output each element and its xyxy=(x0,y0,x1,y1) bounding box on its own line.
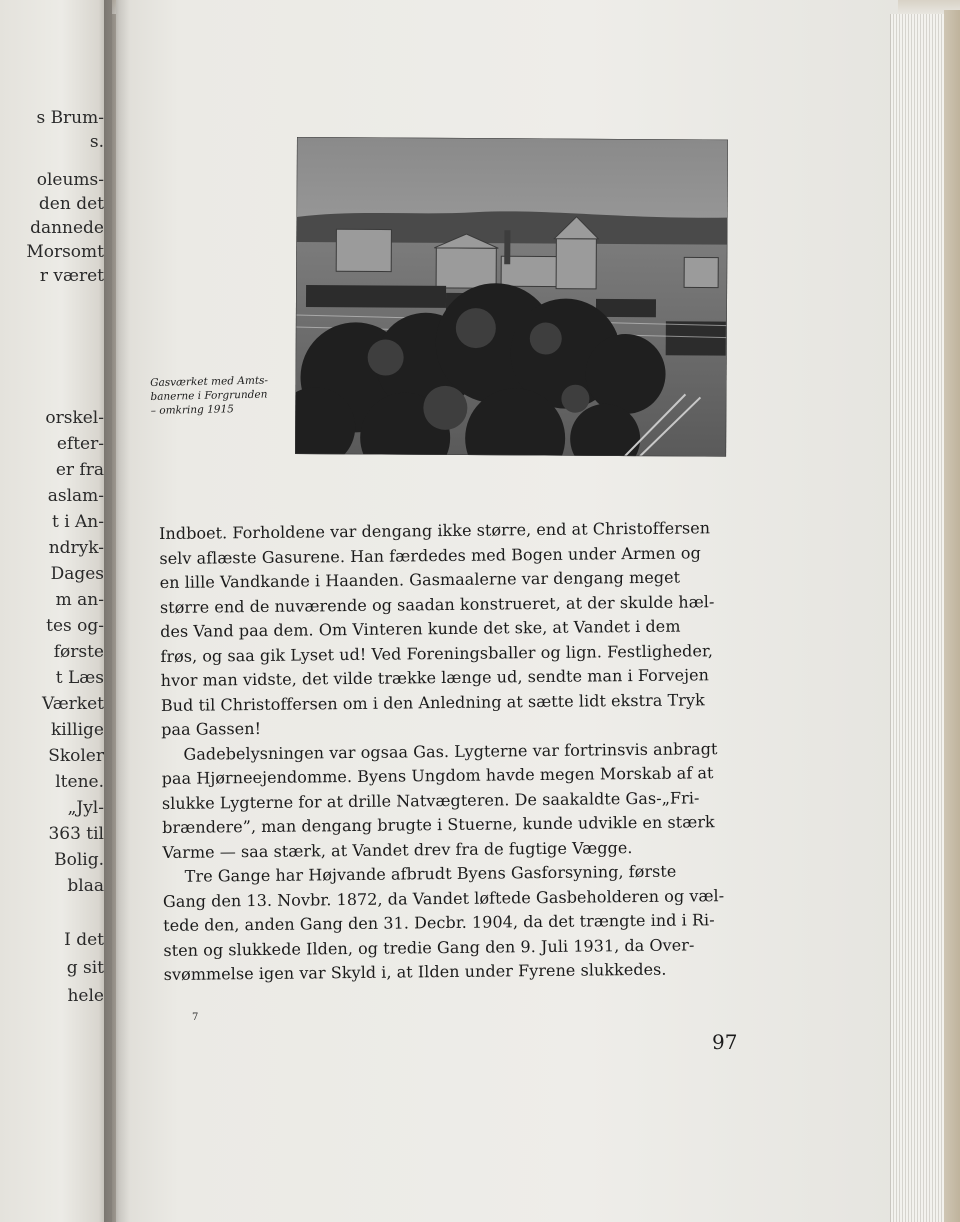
body-line: des Vand paa dem. Om Vinteren kunde det ske, at Vandet i dem xyxy=(160,616,681,641)
body-line: større end de nuværende og saadan konstrueret, at der skulde hæl- xyxy=(159,591,715,617)
body-line: svømmelse igen var Skyld i, at Ilden under Fyrene slukkedes. xyxy=(163,959,667,984)
body-line: hvor man vidste, det vilde trække længe ud, sendte man i Forvejen xyxy=(160,665,710,690)
body-text xyxy=(159,516,744,988)
body-line: sten og slukkede Ilden, og tredie Gang den 9. Juli 1931, da Over- xyxy=(163,934,695,960)
body-line: brændere”, man dengang brugte i Stuerne, kunde udvikle en stærk xyxy=(162,812,715,837)
body-line: paa Hjørneejendomme. Byens Ungdom havde megen Morskab af at xyxy=(161,763,714,788)
left-page-line: er fra xyxy=(55,460,104,480)
body-line: frøs, og saa gik Lyset ud! Ved Foreningsballer og lign. Festligheder, xyxy=(160,640,714,666)
left-page-line: orskel- xyxy=(45,408,104,428)
body-line: Varme — saa stærk, at Vandet drev fra de fugtige Vægge. xyxy=(162,837,633,862)
left-page-line: første xyxy=(53,642,104,662)
left-page-line: r været xyxy=(39,266,104,286)
stray-mark: 7 xyxy=(192,1012,199,1023)
left-page xyxy=(0,0,112,1222)
left-page-line: Morsomt xyxy=(26,242,104,262)
gutter-shadow xyxy=(104,0,130,1222)
caption-line: banerne i Forgrunden xyxy=(150,388,268,403)
left-page-line: oleums- xyxy=(36,170,104,190)
left-page-line: m an- xyxy=(55,590,104,610)
left-page-line: aslam- xyxy=(47,486,104,506)
left-page-line: blaa xyxy=(67,876,104,896)
gasworks-photo xyxy=(295,137,728,457)
left-page-line: I det xyxy=(64,930,104,950)
body-line: tede den, anden Gang den 31. Decbr. 1904, da det trængte ind i Ri- xyxy=(163,910,715,935)
photo-caption xyxy=(150,373,291,418)
body-line: paa Gassen! xyxy=(161,718,262,739)
left-page-line: killige xyxy=(51,720,104,740)
left-page-line: hele xyxy=(67,986,104,1006)
body-line: Bud til Christoffersen om i den Anledning at sætte lidt ekstra Tryk xyxy=(160,689,705,715)
left-page-line: 363 til xyxy=(48,824,104,844)
page-stack-edges xyxy=(890,14,947,1222)
left-page-line: Dages xyxy=(50,564,104,584)
body-line: Gang den 13. Novbr. 1872, da Vandet løftede Gasbeholderen og væl- xyxy=(162,885,725,911)
left-page-line: s Brum- xyxy=(36,108,104,128)
left-page-line: „Jyl- xyxy=(67,798,104,818)
caption-line: – omkring 1915 xyxy=(150,403,234,417)
page-number: 97 xyxy=(712,1030,738,1054)
left-page-line: Værket xyxy=(41,694,104,714)
body-line: Indboet. Forholdene var dengang ikke større, end at Christoffersen xyxy=(159,518,711,543)
left-page-line: Bolig. xyxy=(54,850,104,870)
left-page-line: Skoler xyxy=(48,746,104,766)
left-page-line: ltene. xyxy=(55,772,104,792)
caption-line: Gasværket med Amts- xyxy=(150,374,269,389)
left-page-line: ndryk- xyxy=(48,538,104,558)
left-page-line: t i An- xyxy=(51,512,104,532)
left-page-line: dannede xyxy=(30,218,104,238)
body-line: slukke Lygterne for at drille Natvægteren. De saakaldte Gas-„Fri- xyxy=(161,787,700,813)
left-page-line: t Læs xyxy=(55,668,104,688)
left-page-line: g sit xyxy=(66,958,104,978)
body-line: en lille Vandkande i Haanden. Gasmaalerne var dengang meget xyxy=(159,567,681,592)
left-page-line: s. xyxy=(89,132,104,152)
left-page-line: den det xyxy=(38,194,104,214)
book-cover-edge xyxy=(944,10,960,1222)
body-line: Tre Gange har Højvande afbrudt Byens Gasforsyning, første xyxy=(184,861,677,886)
left-page-line: efter- xyxy=(56,434,104,454)
body-line: Gadebelysningen var ogsaa Gas. Lygterne var fortrinsvis anbragt xyxy=(183,738,718,764)
left-page-line: tes og- xyxy=(46,616,104,636)
body-line: selv aflæste Gasurene. Han færdedes med Bogen under Armen og xyxy=(159,542,701,568)
